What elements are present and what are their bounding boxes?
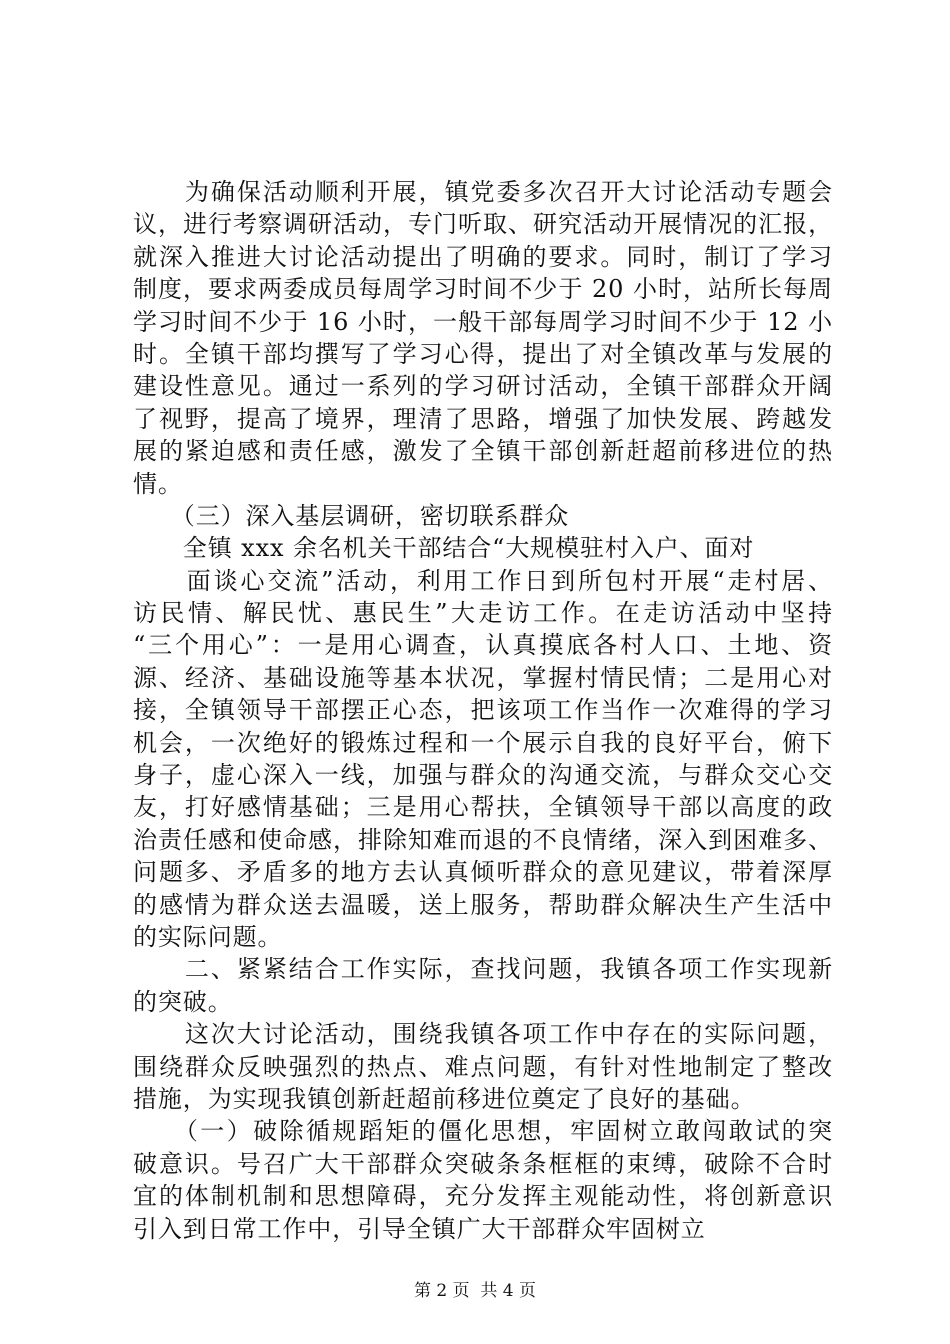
text-line: 问题多、矛盾多的地方去认真倾听群众的意见建议，带着深厚 [133,858,833,887]
text-line: 源、经济、基础设施等基本状况，掌握村情民情；二是用心对 [133,663,833,692]
text-line: 破意识。号召广大干部群众突破条条框框的束缚，破除不合时 [133,1149,833,1178]
section-heading: （三）深入基层调研，密切联系群众 [133,501,570,530]
text-line: 全镇 xxx 余名机关干部结合“大规模驻村入户、面对 [133,534,755,563]
text-line: 接，全镇领导干部摆正心态，把该项工作当作一次难得的学习 [133,696,833,725]
text-line: 机会，一次绝好的锻炼过程和一个展示自我的良好平台，俯下 [133,728,833,757]
text-line: 建设性意见。通过一系列的学习研讨活动，全镇干部群众开阔 [133,372,833,401]
text-line: （一）破除循规蹈矩的僵化思想，牢固树立敢闯敢试的突 [133,1117,833,1146]
section-heading: 的突破。 [133,987,233,1016]
text-line: 的感情为群众送去温暖，送上服务，帮助群众解决生产生活中 [133,890,833,919]
text-line: 为确保活动顺利开展，镇党委多次召开大讨论活动专题会 [133,178,833,206]
text-line: 措施，为实现我镇创新赶超前移进位奠定了良好的基础。 [133,1084,756,1113]
text-line: 制度，要求两委成员每周学习时间不少于 20 小时，站所长每周 [133,275,833,304]
text-line: 面谈心交流”活动，利用工作日到所包村开展“走村居、 [133,566,833,595]
text-line: 治责任感和使命感，排除知难而退的不良情绪，深入到困难多、 [133,825,833,854]
text-line: 引入到日常工作中，引导全镇广大干部群众牢固树立 [133,1214,706,1243]
section-heading: 二、紧紧结合工作实际，查找问题，我镇各项工作实现新 [133,955,833,984]
text-line: 学习时间不少于 16 小时，一般干部每周学习时间不少于 12 小 [133,307,833,336]
text-line: 的实际问题。 [133,922,283,951]
text-line: 访民情、解民忧、惠民生”大走访工作。在走访活动中坚持 [133,599,833,628]
text-line: 这次大讨论活动，围绕我镇各项工作中存在的实际问题， [133,1020,833,1049]
text-line: 身子，虚心深入一线，加强与群众的沟通交流，与群众交心交 [133,761,833,790]
text-line: 就深入推进大讨论活动提出了明确的要求。同时，制订了学习 [133,242,833,271]
text-line: 情。 [133,469,183,498]
text-line: 议，进行考察调研活动，专门听取、研究活动开展情况的汇报， [133,210,833,239]
page-footer: 第 2 页 共 4 页 [413,1281,537,1301]
text-line: “三个用心”：一是用心调查，认真摸底各村人口、土地、资 [133,631,833,660]
text-line: 了视野，提高了境界，理清了思路，增强了加快发展、跨越发 [133,404,833,433]
text-line: 展的紧迫感和责任感，激发了全镇干部创新赶超前移进位的热 [133,437,833,466]
document-body [133,176,833,1245]
text-line: 宜的体制机制和思想障碍，充分发挥主观能动性，将创新意识 [133,1182,833,1211]
text-line: 友，打好感情基础；三是用心帮扶，全镇领导干部以高度的政 [133,793,833,822]
text-line: 时。全镇干部均撰写了学习心得，提出了对全镇改革与发展的 [133,339,833,368]
text-line: 围绕群众反映强烈的热点、难点问题，有针对性地制定了整改 [133,1052,833,1081]
